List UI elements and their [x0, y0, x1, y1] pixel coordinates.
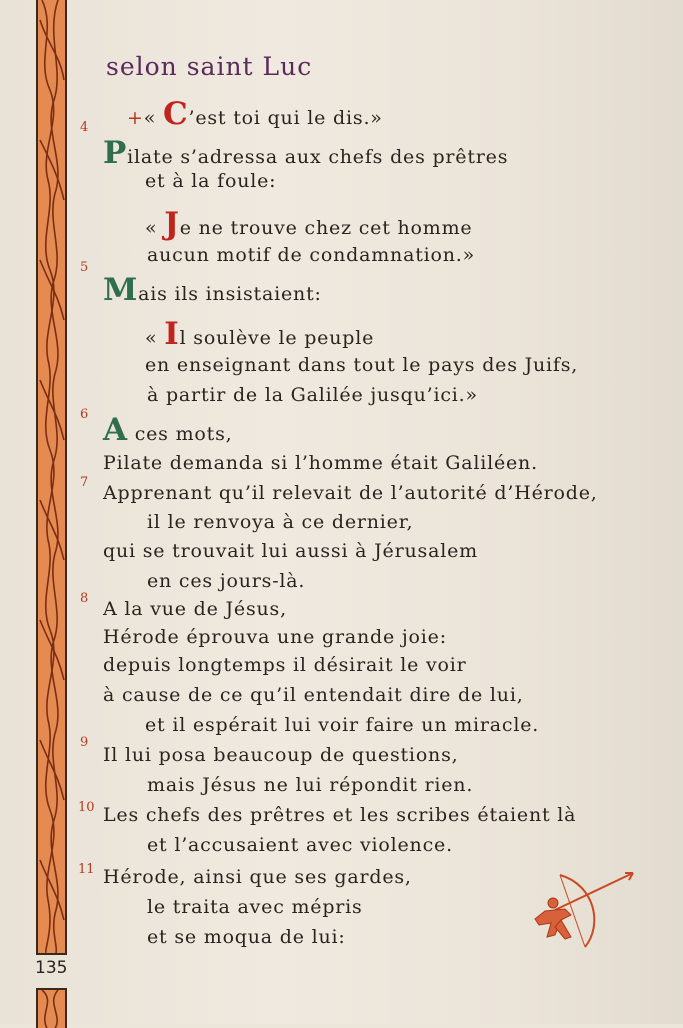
text-line: et se moqua de lui:: [147, 926, 346, 948]
text-line: [127, 96, 383, 132]
line-text: ces mots,: [127, 423, 233, 445]
initial-letter: A: [103, 412, 128, 448]
text-line: A la vue de Jésus,: [103, 598, 287, 620]
text-line: [103, 135, 508, 171]
decorative-border-lower: [36, 988, 67, 1028]
text-line: [145, 316, 374, 352]
open-quote: «: [143, 107, 163, 129]
verse-number: 5: [80, 260, 89, 275]
verse-number: 8: [80, 591, 89, 606]
archer-icon: [525, 865, 640, 954]
verse-number: 6: [80, 407, 89, 422]
page-header: selon saint Luc: [106, 52, 313, 81]
text-line: [103, 272, 322, 308]
text-line: en enseignant dans tout le pays des Juifs,: [145, 354, 579, 376]
text-line: qui se trouvait lui aussi à Jérusalem: [103, 540, 478, 562]
text-line: Pilate demanda si l’homme était Galiléen.: [103, 452, 538, 474]
text-line: il le renvoya à ce dernier,: [147, 511, 414, 533]
decorative-border: [36, 0, 67, 955]
page-number: 135: [35, 958, 68, 978]
initial-letter: P: [103, 135, 128, 171]
text-line: à partir de la Galilée jusqu’ici.»: [147, 384, 478, 406]
text-line: aucun motif de condamnation.»: [147, 244, 476, 266]
text-line: [145, 206, 472, 242]
text-line: Apprenant qu’il relevait de l’autorité d’Hérode,: [103, 482, 598, 504]
verse-number: 9: [80, 735, 89, 750]
verse-number: 4: [80, 120, 89, 135]
text-line: Les chefs des prêtres et les scribes étaient là: [103, 804, 577, 826]
text-line: Hérode, ainsi que ses gardes,: [103, 866, 412, 888]
text-line: à cause de ce qu’il entendait dire de lui,: [103, 684, 524, 706]
line-text: e ne trouve chez cet homme: [179, 217, 473, 239]
initial-letter: C: [163, 96, 189, 132]
initial-letter: J: [164, 206, 180, 242]
text-line: et il espérait lui voir faire un miracle.: [145, 714, 540, 736]
cross-mark: +: [127, 107, 144, 129]
line-text: ais ils insistaient:: [138, 283, 322, 305]
text-line: depuis longtemps il désirait le voir: [103, 654, 467, 676]
initial-letter: I: [164, 316, 180, 352]
text-line: [103, 412, 232, 448]
open-quote: «: [145, 217, 165, 239]
text-line: en ces jours-là.: [147, 570, 306, 592]
verse-number: 11: [78, 862, 95, 877]
initial-letter: M: [103, 272, 139, 308]
text-line: le traita avec mépris: [147, 896, 363, 918]
text-line: Il lui posa beaucoup de questions,: [103, 744, 459, 766]
line-text: ilate s’adressa aux chefs des prêtres: [127, 146, 509, 168]
line-text: ’est toi qui le dis.»: [188, 107, 383, 129]
verse-number: 7: [80, 475, 89, 490]
text-line: et l’accusaient avec violence.: [147, 834, 453, 856]
line-text: l soulève le peuple: [179, 327, 375, 349]
text-line: et à la foule:: [145, 170, 277, 192]
open-quote: «: [145, 327, 165, 349]
text-line: mais Jésus ne lui répondit rien.: [147, 774, 474, 796]
verse-number: 10: [78, 800, 95, 815]
text-line: Hérode éprouva une grande joie:: [103, 626, 447, 648]
